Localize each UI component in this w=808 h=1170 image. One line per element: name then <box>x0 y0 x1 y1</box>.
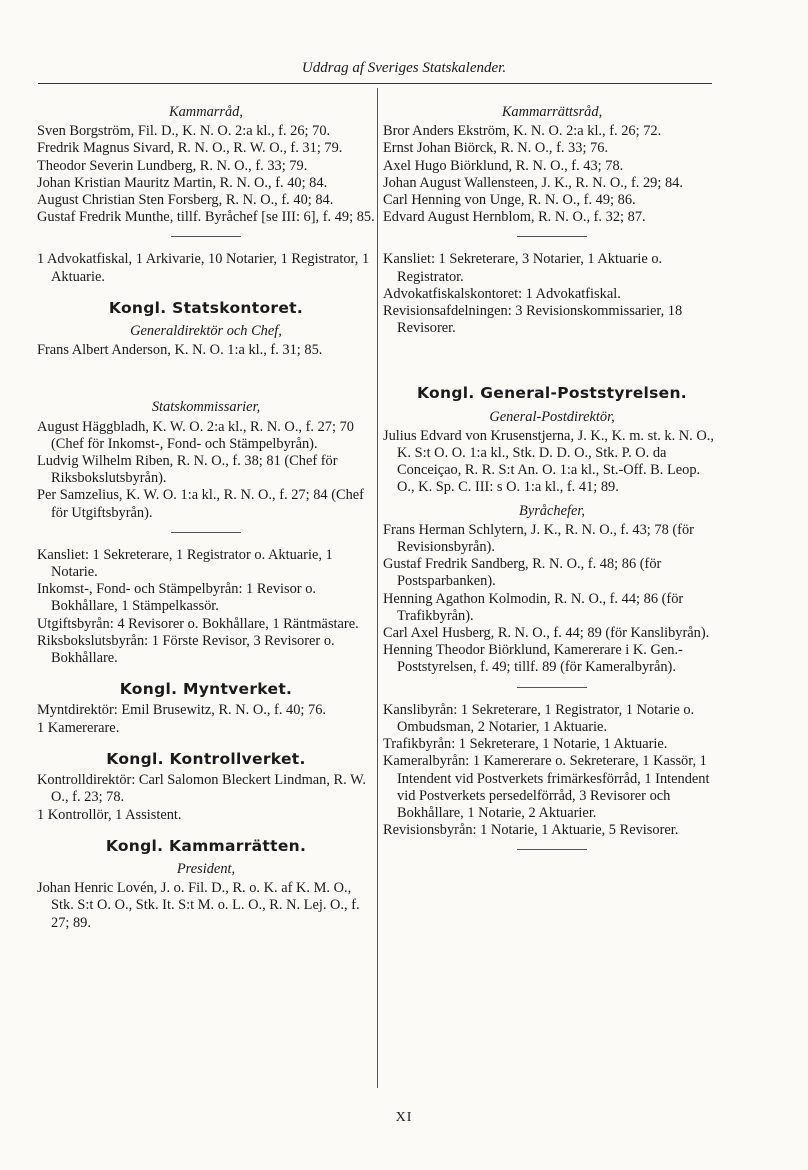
separator-rule <box>517 236 587 237</box>
kammarrad-entry: Johan Kristian Mauritz Martin, R. N. O., f. 40; 84. <box>37 174 328 191</box>
byrachef-entry: Carl Axel Husberg, R. N. O., f. 44; 89 (för Kanslibyrån). <box>383 625 710 642</box>
separator-rule <box>517 687 587 688</box>
kammarrattsrad-entry: Axel Hugo Biörklund, R. N. O., f. 43; 78. <box>383 157 624 174</box>
left-column <box>37 98 375 932</box>
poststyrelsen-staff: Kameralbyrån: 1 Kamererare o. Sekreterare, 1 Kassör, 1 Intendent vid Postverkets frimärkesförråd, 1 Intendent vid Postverkets persedelförråd, 3 Revisorer och Bokhållare, 1 Notarie, 2 Aktuarier. <box>383 753 710 821</box>
kammarrattsrad-entry: Ernst Johan Biörck, R. N. O., f. 33; 76. <box>383 140 609 157</box>
kammarratten-staff: Advokatfiskalskontoret: 1 Advokatfiskal. <box>383 285 621 302</box>
kontrollverket-heading: Kongl. Kontrollverket. <box>106 749 306 768</box>
byrachef-entry: Henning Theodor Biörklund, Kamererare i K. Gen.-Poststyrelsen, f. 49; tillf. 89 (för Kameralbyrån). <box>383 642 683 676</box>
separator-rule <box>171 236 241 237</box>
kammarrattsrad-entry: Edvard August Hernblom, R. N. O., f. 32; 87. <box>383 209 646 226</box>
statskontoret-director: Frans Albert Anderson, K. N. O. 1:a kl., f. 31; 85. <box>37 342 323 359</box>
kontrollverket-entry: 1 Kontrollör, 1 Assistent. <box>37 806 182 823</box>
kammarrad-entry: Theodor Severin Lundberg, R. N. O., f. 33; 79. <box>37 157 308 174</box>
kammarratten-staff: Revisionsafdelningen: 3 Revisionskommissarier, 18 Revisorer. <box>383 303 683 337</box>
kammarrattsrad-title: Kammarrättsråd, <box>501 104 603 120</box>
kammarrattsrad-entry: Bror Anders Ekström, K. N. O. 2:a kl., f. 26; 72. <box>383 123 662 140</box>
separator-rule <box>517 849 587 850</box>
kammarratten-heading: Kongl. Kammarrätten. <box>105 836 307 855</box>
kammarrad-entry: August Christian Sten Forsberg, R. N. O., f. 40; 84. <box>37 192 334 209</box>
kammarrad-entry: Fredrik Magnus Sivard, R. N. O., R. W. O., f. 31; 79. <box>37 140 343 157</box>
column-divider <box>377 88 378 1088</box>
statskontoret-staff: Inkomst-, Fond- och Stämpelbyrån: 1 Revisor o. Bokhållare, 1 Stämpelkassör. <box>37 581 316 615</box>
separator-rule <box>171 532 241 533</box>
byrachef-entry: Henning Agathon Kolmodin, R. N. O., f. 44; 86 (för Trafikbyrån). <box>383 590 684 624</box>
kontrollverket-entry: Kontrolldirektör: Carl Salomon Bleckert Lindman, R. W. O., f. 23; 78. <box>37 772 366 806</box>
kammarratten-president: Johan Henric Lovén, J. o. Fil. D., R. o. K. af K. M. O., Stk. S:t O. O., Stk. It. S:t M. o. L. O., R. N. Lej. O., f. 27; 89. <box>37 880 360 931</box>
byrachef-entry: Gustaf Fredrik Sandberg, R. N. O., f. 48; 86 (för Postsparbanken). <box>383 556 662 590</box>
kammarrattsrad-entry: Carl Henning von Unge, R. N. O., f. 49; 86. <box>383 192 636 209</box>
header-rule <box>38 83 712 84</box>
poststyrelsen-director-title: General-Postdirektör, <box>489 408 615 425</box>
statskommissarie-entry: Per Samzelius, K. W. O. 1:a kl., R. N. O., f. 27; 84 (Chef för Utgiftsbyrån). <box>37 487 364 521</box>
kammarrad-staff: 1 Advokatfiskal, 1 Arkivarie, 10 Notarier, 1 Registrator, 1 Aktuarie. <box>37 251 370 285</box>
kammarrad-entry: Gustaf Fredrik Munthe, tillf. Byråchef [se III: 6], f. 49; 85. <box>37 209 375 226</box>
byrachefer-title: Byråchefer, <box>519 502 585 519</box>
kammarratten-staff: Kansliet: 1 Sekreterare, 3 Notarier, 1 Aktuarie o. Registrator. <box>383 251 663 285</box>
statskontoret-staff: Riksbokslutsbyrån: 1 Förste Revisor, 3 Revisorer o. Bokhållare. <box>37 632 335 667</box>
myntverket-entry: 1 Kamererare. <box>37 719 120 736</box>
statskontoret-director-title: Generaldirektör och Chef, <box>130 323 282 340</box>
kammarratten-president-title: President, <box>176 860 236 877</box>
statskommissarie-entry: Ludvig Wilhelm Riben, R. N. O., f. 38; 81 (Chef för Riksbokslutsbyrån). <box>37 453 338 487</box>
statskommissarier-title: Statskommissarier, <box>151 399 261 416</box>
page-header: Uddrag af Sveriges Statskalender. <box>301 60 507 76</box>
statskontoret-heading: Kongl. Statskontoret. <box>108 298 304 317</box>
poststyrelsen-staff: Kanslibyrån: 1 Sekreterare, 1 Registrator, 1 Notarie o. Ombudsman, 2 Notarier, 1 Aktuarie. <box>383 701 695 735</box>
kammarrattsrad-entry: Johan August Wallensteen, J. K., R. N. O., f. 29; 84. <box>383 174 683 191</box>
poststyrelsen-staff: Revisionsbyrån: 1 Notarie, 1 Aktuarie, 5 Revisorer. <box>383 822 679 839</box>
statskommissarie-entry: August Häggbladh, K. W. O. 2:a kl., R. N. O., f. 27; 70 (Chef för Inkomst-, Fond- och Stämpelbyrån). <box>37 418 354 452</box>
myntverket-heading: Kongl. Myntverket. <box>119 680 293 699</box>
poststyrelsen-heading: Kongl. General-Poststyrelsen. <box>417 384 687 403</box>
page-number: XI <box>395 1110 413 1125</box>
statskontoret-staff: Kansliet: 1 Sekreterare, 1 Registrator o. Aktuarie, 1 Notarie. <box>37 546 333 581</box>
kammarrad-entry: Sven Borgström, Fil. D., K. N. O. 2:a kl., f. 26; 70. <box>37 123 331 140</box>
kammarrad-title: Kammarråd, <box>169 104 243 120</box>
right-column <box>383 98 721 864</box>
poststyrelsen-staff: Trafikbyrån: 1 Sekreterare, 1 Notarie, 1 Aktuarie. <box>383 736 668 753</box>
byrachef-entry: Frans Herman Schlytern, J. K., R. N. O., f. 43; 78 (för Revisionsbyrån). <box>383 521 694 556</box>
poststyrelsen-director: Julius Edvard von Krusenstjerna, J. K., K. m. st. k. N. O., K. S:t O. O. 1:a kl., Stk. D. D. O., Stk. P. O. da Conceiçao, R. R. S:t An. O. 1:a kl., St.-Off. B. Leop. O., K. Sp. C. III: s O. 1:a kl., f. 41; 89. <box>383 427 714 496</box>
statskontoret-staff: Utgiftsbyrån: 4 Revisorer o. Bokhållare, 1 Räntmästare. <box>37 615 359 632</box>
myntverket-entry: Myntdirektör: Emil Brusewitz, R. N. O., f. 40; 76. <box>37 702 326 719</box>
